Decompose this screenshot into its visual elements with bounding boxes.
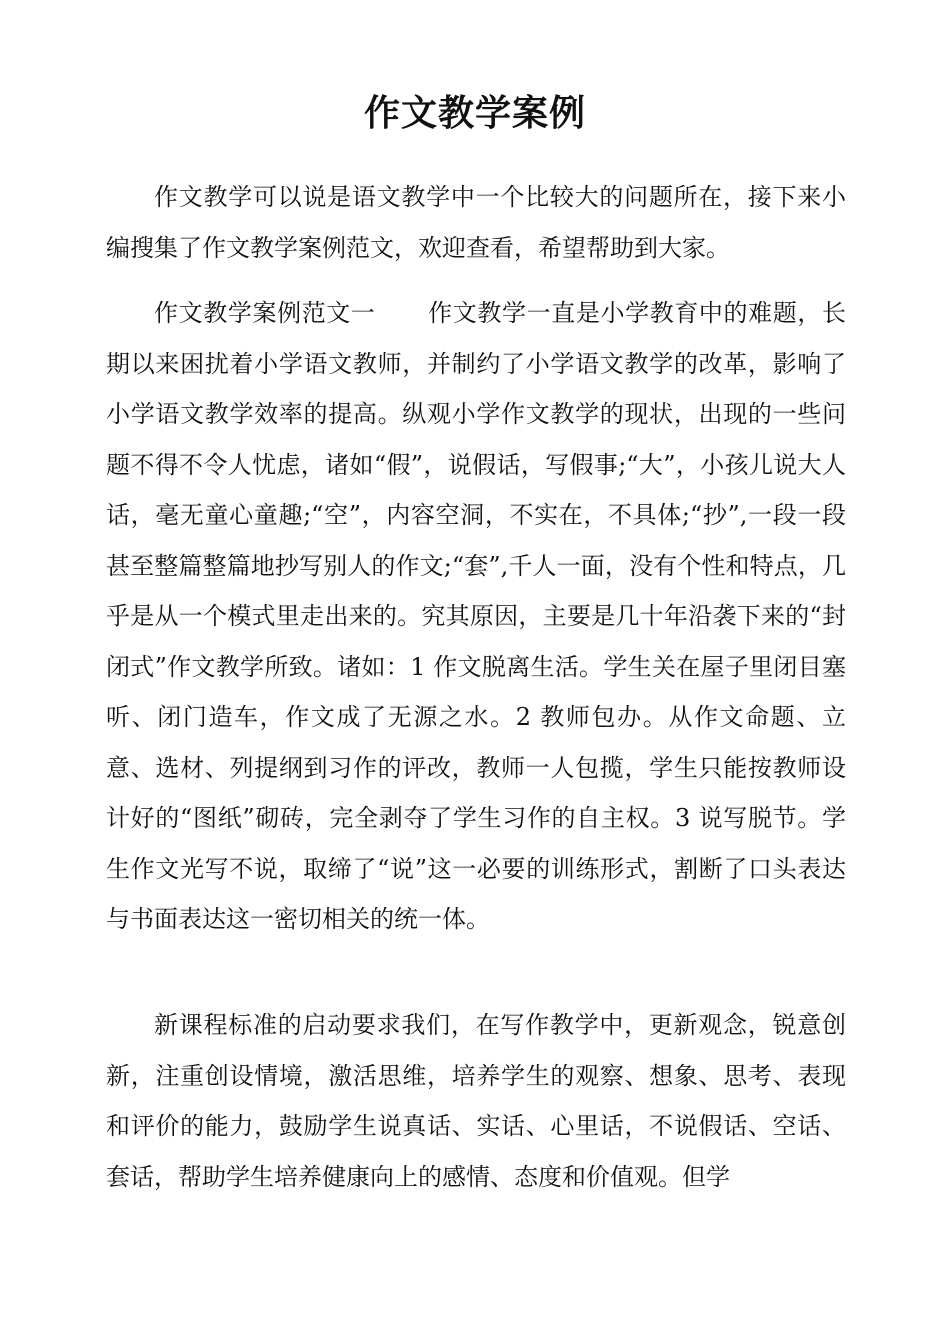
section-heading: 作文教学案例范文一 [154,299,376,327]
intro-paragraph: 作文教学可以说是语文教学中一个比较大的问题所在，接下来小编搜集了作文教学案例范文，欢迎查看，希望帮助到大家。 [106,183,846,262]
section-one-paragraph [106,288,846,945]
third-paragraph: 新课程标准的启动要求我们，在写作教学中，更新观念，锐意创新，注重创设情境，激活思维，培养学生的观察、想象、思考、表现和评价的能力，鼓励学生说真话、实话、心里话，不说假话、空话、套话，帮助学生培养健康向上的感情、态度和价值观。但学 [106,1011,846,1191]
section-body: 作文教学一直是小学教育中的难题，长期以来困扰着小学语文教师，并制约了小学语文教学的改革，影响了小学语文教学效率的提高。纵观小学作文教学的现状，出现的一些问题不得不令人忧虑，诸如“假”，说假话，写假事;“大”，小孩儿说大人话，毫无童心童趣;“空”，内容空洞，不实在，不具体;“抄”,一段一段甚至整篇整篇地抄写别人的作文;“套”,千人一面，没有个性和特点，几乎是从一个模式里走出来的。究其原因，主要是几十年沿袭下来的“封闭式”作文教学所致。诸如：1 作文脱离生活。学生关在屋子里闭目塞听、闭门造车，作文成了无源之水。2 教师包办。从作文命题、立意、选材、列提纲到习作的评改，教师一人包揽，学生只能按教师设计好的“图纸”砌砖，完全剥夺了学生习作的自主权。3 说写脱节。学生作文光写不说，取缔了“说”这一必要的训练形式，割断了口头表达与书面表达这一密切相关的统一体。 [106,299,847,933]
page-title: 作文教学案例 [363,92,586,134]
